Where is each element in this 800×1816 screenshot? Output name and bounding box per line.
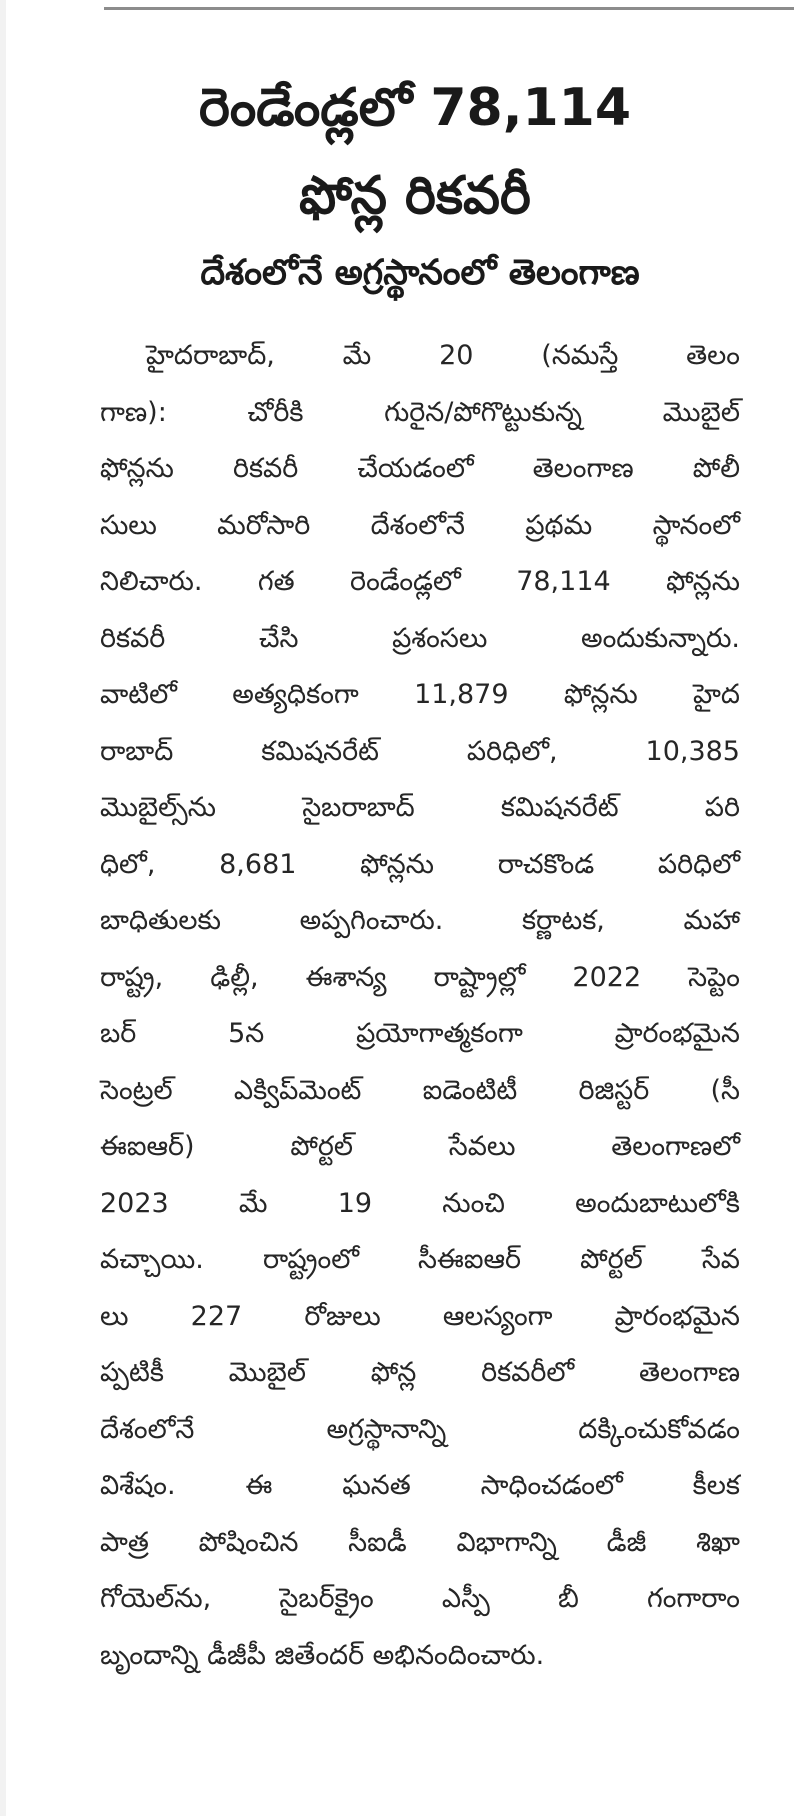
article-body-line: బర్ 5న ప్రయోగాత్మకంగా ప్రారంభమైన bbox=[100, 1018, 740, 1049]
article-body-line: గోయెల్‌ను, సైబర్‌క్రైం ఎస్పీ బీ గంగారాం bbox=[100, 1583, 740, 1614]
article-body-line: మొబైల్స్‌ను సైబరాబాద్ కమిషనరేట్ పరి bbox=[100, 792, 740, 823]
article-body-line: వాటిలో అత్యధికంగా 11,879 ఫోన్లను హైద bbox=[100, 679, 740, 710]
subheading: దేశంలోనే అగ్రస్థానంలో తెలంగాణ bbox=[200, 253, 640, 293]
headline-line-1: రెండేండ్లలో 78,114 bbox=[198, 78, 632, 138]
article-body-line: రికవరీ చేసి ప్రశంసలు అందుకున్నారు. bbox=[100, 622, 740, 654]
article-body-line: గాణ): చోరీకి గురైన/పోగొట్టుకున్న మొబైల్ bbox=[100, 396, 740, 428]
article-body-line: దేశంలోనే అగ్రస్థానాన్ని దక్కించుకోవడం bbox=[100, 1413, 740, 1445]
article-body-line: బృందాన్ని డీజీపీ జితేందర్ అభినందించారు. bbox=[100, 1639, 545, 1671]
page-edge-shadow bbox=[0, 0, 6, 1816]
article-body-line: సెంట్రల్ ఎక్విప్‌మెంట్ ఐడెంటిటీ రిజిస్టర్ (సీ bbox=[100, 1074, 740, 1106]
article-body-line: వచ్చాయి. రాష్ట్రంలో సీఈఐఆర్ పోర్టల్ సేవ bbox=[100, 1244, 740, 1275]
article-body bbox=[100, 328, 740, 1684]
article-body-line: బాధితులకు అప్పగించారు. కర్ణాటక, మహా bbox=[100, 905, 740, 936]
article-body-line: సులు మరోసారి దేశంలోనే ప్రథమ స్థానంలో bbox=[100, 509, 740, 541]
article-body-line: రాష్ట్ర, ఢిల్లీ, ఈశాన్య రాష్ట్రాల్లో 2022 సెప్టెం bbox=[100, 961, 740, 993]
article-body-line: నిలిచారు. గత రెండేండ్లలో 78,114 ఫోన్లను bbox=[100, 566, 740, 597]
article-body-line: హైదరాబాద్, మే 20 (నమస్తే తెలం bbox=[146, 340, 740, 371]
article-body-line: ప్పటికీ మొబైల్ ఫోన్ల రికవరీలో తెలంగాణ bbox=[100, 1357, 740, 1388]
headline-line-2: ఫోన్ల రికవరీ bbox=[299, 166, 531, 226]
article-body-line: లు 227 రోజులు ఆలస్యంగా ప్రారంభమైన bbox=[100, 1300, 740, 1332]
article-body-line: 2023 మే 19 నుంచి అందుబాటులోకి bbox=[100, 1187, 740, 1219]
article-body-line: విశేషం. ఈ ఘనత సాధించడంలో కీలక bbox=[100, 1470, 740, 1501]
article-body-line: రాబాద్ కమిషనరేట్ పరిధిలో, 10,385 bbox=[100, 735, 740, 767]
top-divider-rule bbox=[104, 7, 794, 10]
article-body-line: ఈఐఆర్) పోర్టల్ సేవలు తెలంగాణలో bbox=[100, 1131, 740, 1162]
article-body-line: పాత్ర పోషించిన సీఐడీ విభాగాన్ని డీజీ శిఖా bbox=[100, 1526, 740, 1558]
article-body-line: ధిలో, 8,681 ఫోన్లను రాచకొండ పరిధిలో bbox=[100, 848, 740, 880]
article-body-line: ఫోన్లను రికవరీ చేయడంలో తెలంగాణ పోలీ bbox=[100, 453, 740, 484]
